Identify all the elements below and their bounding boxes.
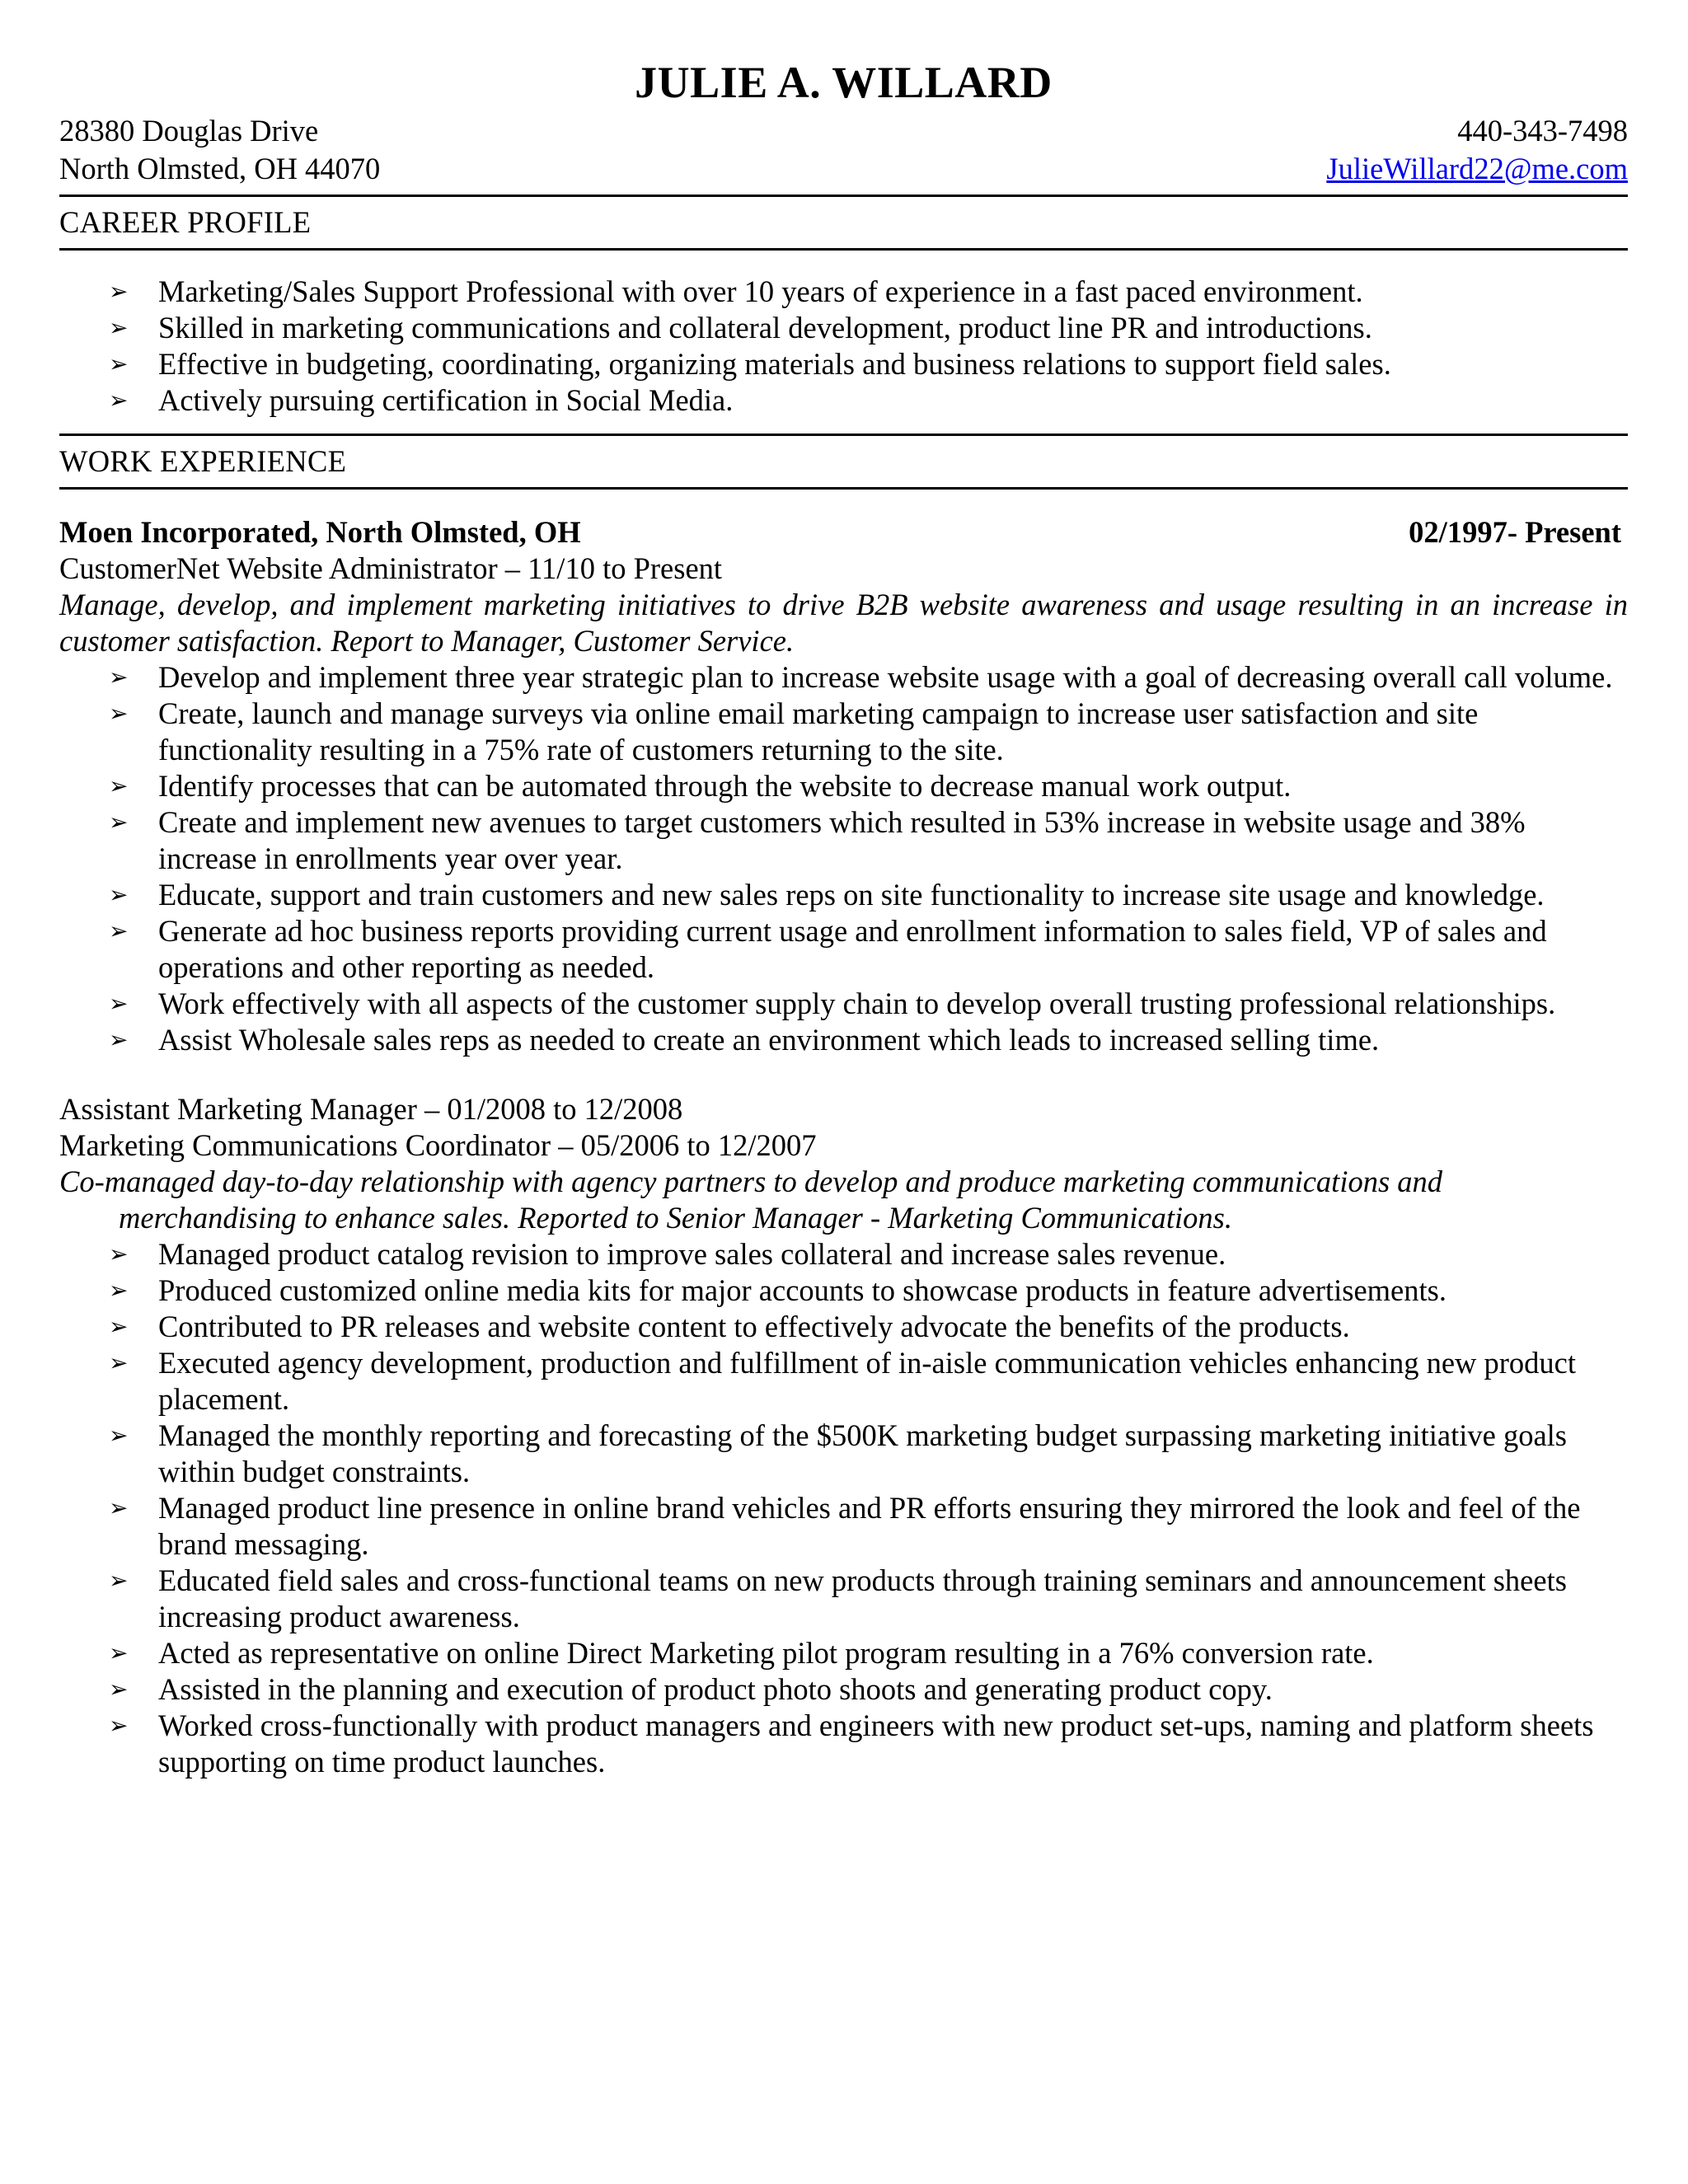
arrow-bullet-icon: ➢ <box>109 1639 129 1666</box>
list-item: ➢ Managed product line presence in online brand vehicles and PR efforts ensuring they mirrored the look and feel of the brand messaging. <box>109 1491 1581 1561</box>
arrow-bullet-icon: ➢ <box>109 990 129 1017</box>
arrow-bullet-icon: ➢ <box>109 1422 129 1449</box>
list-item: ➢ Worked cross-functionally with product managers and engineers with new product set-ups, naming and platform sheets supporting on time product launches. <box>109 1708 1594 1779</box>
arrow-bullet-icon: ➢ <box>109 1026 129 1053</box>
arrow-bullet-icon: ➢ <box>109 314 129 341</box>
list-item: ➢ Identify processes that can be automated through the website to decrease manual work output. <box>109 769 1292 803</box>
list-item: ➢ Educated field sales and cross-functional teams on new products through training seminars and announcement sheets increasing product awareness. <box>109 1563 1567 1633</box>
arrow-bullet-icon: ➢ <box>109 700 129 727</box>
list-item: ➢ Skilled in marketing communications and collateral development, product line PR and introductions. <box>109 311 1372 344</box>
list-item: ➢ Managed product catalog revision to improve sales collateral and increase sales revenue. <box>109 1237 1226 1271</box>
list-item: ➢ Contributed to PR releases and website content to effectively advocate the benefits of the products. <box>109 1310 1350 1343</box>
arrow-bullet-icon: ➢ <box>109 278 129 305</box>
list-item: ➢ Executed agency development, production and fulfillment of in-aisle communication vehicles enhancing new product placement. <box>109 1346 1577 1416</box>
arrow-bullet-icon: ➢ <box>109 772 129 799</box>
list-item: ➢ Acted as representative on online Direct Marketing pilot program resulting in a 76% conversion rate. <box>109 1636 1374 1670</box>
resume-page <box>59 58 1628 1780</box>
work-experience-heading: WORK EXPERIENCE <box>59 444 347 478</box>
role-title: CustomerNet Website Administrator – 11/10 to Present <box>59 551 723 585</box>
list-item: ➢ Generate ad hoc business reports providing current usage and enrollment information to sales field, VP of sales and operations and other reporting as needed. <box>109 914 1547 984</box>
list-item: ➢ Create, launch and manage surveys via online email marketing campaign to increase user satisfaction and site functionality resulting in a 75% rate of customers returning to the site. <box>109 696 1479 766</box>
career-profile-heading: CAREER PROFILE <box>59 205 312 239</box>
list-item: ➢ Actively pursuing certification in Social Media. <box>109 383 734 417</box>
company-header <box>59 514 1628 551</box>
list-item: ➢ Effective in budgeting, coordinating, organizing materials and business relations to support field sales. <box>109 347 1391 381</box>
address-line-2: North Olmsted, OH 44070 <box>59 152 381 185</box>
list-item: ➢ Assist Wholesale sales reps as needed to create an environment which leads to increased selling time. <box>109 1023 1380 1057</box>
contact-row-1 <box>59 112 1628 150</box>
arrow-bullet-icon: ➢ <box>109 1240 129 1268</box>
arrow-bullet-icon: ➢ <box>109 387 129 414</box>
arrow-bullet-icon: ➢ <box>109 1313 129 1340</box>
arrow-bullet-icon: ➢ <box>109 1567 129 1594</box>
email-link[interactable]: JulieWillard22@me.com <box>1326 152 1628 185</box>
role-description: Co-managed day-to-day relationship with agency partners to develop and produce marketing communications and merchandising to enhance sales. Reported to Senior Manager - Marketing Communications. <box>59 1165 1443 1235</box>
arrow-bullet-icon: ➢ <box>109 1494 129 1521</box>
list-item: ➢ Produced customized online media kits for major accounts to showcase products in feature advertisements. <box>109 1273 1447 1307</box>
list-item: ➢ Educate, support and train customers and new sales reps on site functionality to increase site usage and knowledge. <box>109 878 1545 912</box>
role1-achievements <box>59 659 1628 1058</box>
list-item: ➢ Managed the monthly reporting and forecasting of the $500K marketing budget surpassing marketing initiative goals within budget constraints. <box>109 1418 1568 1488</box>
career-profile-list <box>59 274 1628 419</box>
arrow-bullet-icon: ➢ <box>109 1349 129 1376</box>
company-name: Moen Incorporated, North Olmsted, OH <box>59 515 581 549</box>
arrow-bullet-icon: ➢ <box>109 917 129 944</box>
role-title: Marketing Communications Coordinator – 05/2006 to 12/2007 <box>59 1128 817 1162</box>
role-title: Assistant Marketing Manager – 01/2008 to 12/2008 <box>59 1092 683 1126</box>
list-item: ➢ Create and implement new avenues to target customers which resulted in 53% increase in website usage and 38% increase in enrollments year over year. <box>109 805 1526 875</box>
arrow-bullet-icon: ➢ <box>109 663 129 691</box>
list-item: ➢ Assisted in the planning and execution of product photo shoots and generating product copy. <box>109 1672 1273 1706</box>
list-item: ➢ Develop and implement three year strategic plan to increase website usage with a goal of decreasing overall call volume. <box>109 660 1613 694</box>
list-item: ➢ Marketing/Sales Support Professional with over 10 years of experience in a fast paced environment. <box>109 274 1363 308</box>
list-item: ➢ Work effectively with all aspects of the customer supply chain to develop overall trusting professional relationships. <box>109 987 1556 1020</box>
role2-achievements <box>59 1236 1628 1780</box>
arrow-bullet-icon: ➢ <box>109 1277 129 1304</box>
arrow-bullet-icon: ➢ <box>109 1675 129 1703</box>
arrow-bullet-icon: ➢ <box>109 350 129 377</box>
contact-row-2 <box>59 150 1628 188</box>
company-dates: 02/1997- Present <box>1409 515 1621 549</box>
arrow-bullet-icon: ➢ <box>109 1712 129 1739</box>
phone-number: 440-343-7498 <box>1457 114 1628 148</box>
arrow-bullet-icon: ➢ <box>109 808 129 836</box>
arrow-bullet-icon: ➢ <box>109 881 129 908</box>
address-line-1: 28380 Douglas Drive <box>59 114 319 148</box>
candidate-name: JULIE A. WILLARD <box>635 58 1053 107</box>
role-description: Manage, develop, and implement marketing initiatives to drive B2B website awareness and usage resulting in an increase in customer satisfaction. Report to Manager, Customer Service. <box>59 588 1628 658</box>
